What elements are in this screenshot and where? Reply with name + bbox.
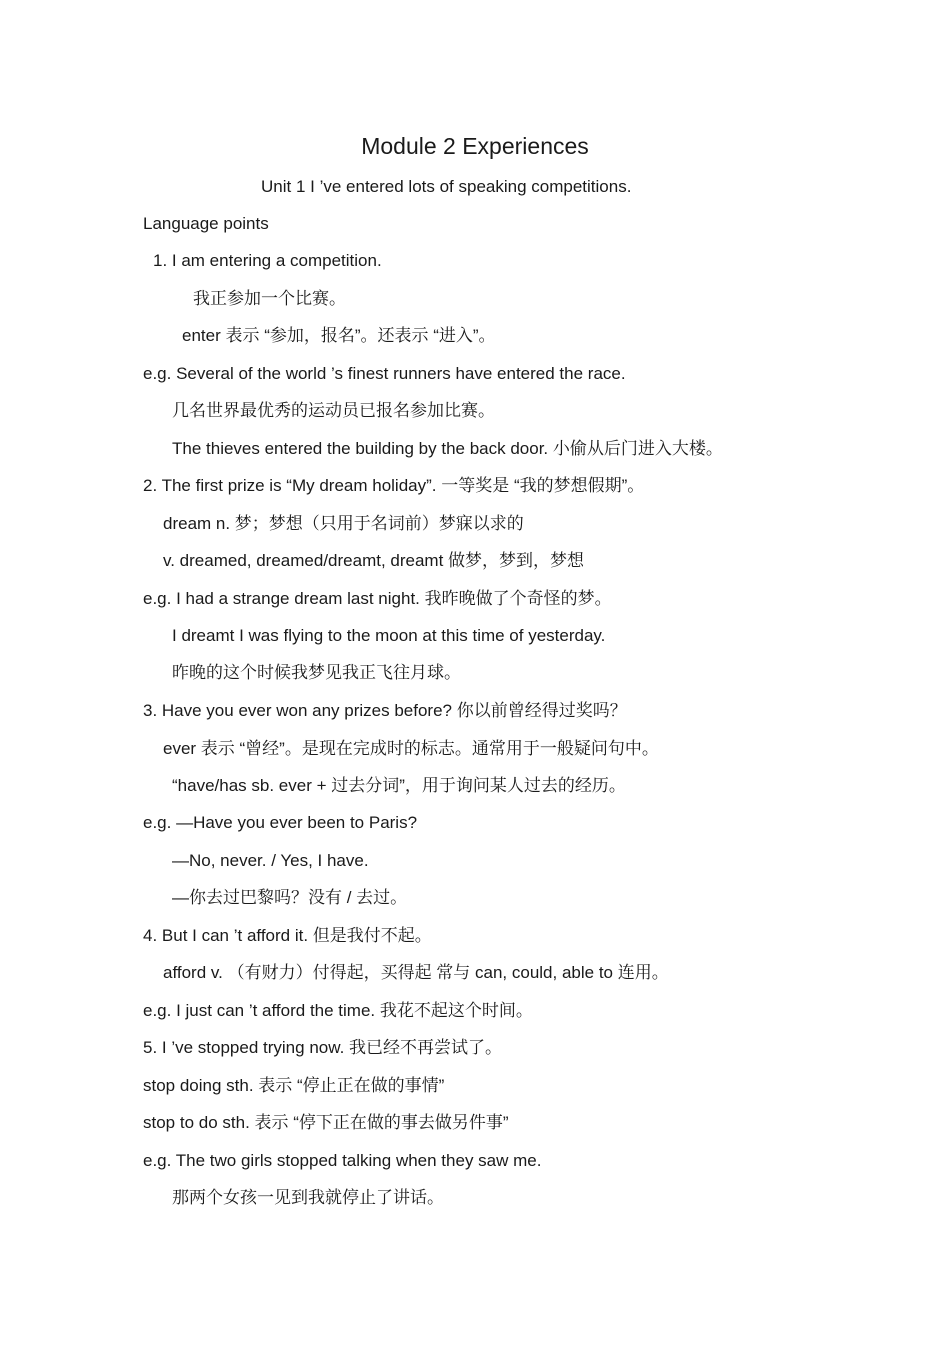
point-5-stop-doing: stop doing sth. 表示 “停止正在做的事情” [143, 1076, 445, 1095]
point-4-explanation: afford v. （有财力）付得起，买得起 常与 can, could, able to 连用。 [163, 963, 669, 982]
point-5-stop-to-do: stop to do sth. 表示 “停下正在做的事去做另件事” [143, 1113, 509, 1132]
point-1-explanation: enter 表示 “参加，报名”。还表示 “进入”。 [182, 326, 496, 345]
point-1-heading: 1. I am entering a competition. [153, 251, 382, 270]
page-title: Module 2 Experiences [361, 133, 589, 159]
section-heading: Language points [143, 214, 269, 233]
point-1-translation: 我正参加一个比赛。 [193, 289, 346, 308]
point-5-example-translation: 那两个女孩一见到我就停止了讲话。 [172, 1188, 444, 1207]
point-2-example-2-translation: 昨晚的这个时候我梦见我正飞往月球。 [172, 663, 461, 682]
point-2-noun: dream n. 梦；梦想（只用于名词前）梦寐以求的 [163, 514, 524, 533]
point-2-heading: 2. The first prize is “My dream holiday”. 一等奖是 “我的梦想假期”。 [143, 476, 645, 495]
point-4-heading: 4. But I can ’t afford it. 但是我付不起。 [143, 926, 432, 945]
point-3-structure: “have/has sb. ever + 过去分词”，用于询问某人过去的经历。 [172, 776, 626, 795]
point-3-heading: 3. Have you ever won any prizes before? 你以前曾经得过奖吗？ [143, 701, 627, 720]
point-3-example-translation: —你去过巴黎吗？没有 / 去过。 [172, 888, 408, 907]
point-3-example-answer: —No, never. / Yes, I have. [172, 851, 369, 870]
point-5-example: e.g. The two girls stopped talking when they saw me. [143, 1151, 542, 1170]
point-1-example-1-translation: 几名世界最优秀的运动员已报名参加比赛。 [172, 401, 495, 420]
unit-subtitle: Unit 1 I ’ve entered lots of speaking competitions. [261, 177, 632, 196]
point-2-verb: v. dreamed, dreamed/dreamt, dreamt 做梦，梦到，梦想 [163, 551, 585, 570]
point-1-example-1: e.g. Several of the world ’s finest runners have entered the race. [143, 364, 626, 383]
point-2-example-1: e.g. I had a strange dream last night. 我昨晚做了个奇怪的梦。 [143, 589, 612, 608]
point-2-example-2: I dreamt I was flying to the moon at this time of yesterday. [172, 626, 606, 645]
point-4-example: e.g. I just can ’t afford the time. 我花不起这个时间。 [143, 1001, 533, 1020]
point-3-explanation: ever 表示 “曾经”。是现在完成时的标志。通常用于一般疑问句中。 [163, 739, 659, 758]
point-5-heading: 5. I ’ve stopped trying now. 我已经不再尝试了。 [143, 1038, 503, 1057]
point-3-example-question: e.g. —Have you ever been to Paris? [143, 813, 418, 832]
point-1-example-2: The thieves entered the building by the back door. 小偷从后门进入大楼。 [172, 439, 723, 458]
